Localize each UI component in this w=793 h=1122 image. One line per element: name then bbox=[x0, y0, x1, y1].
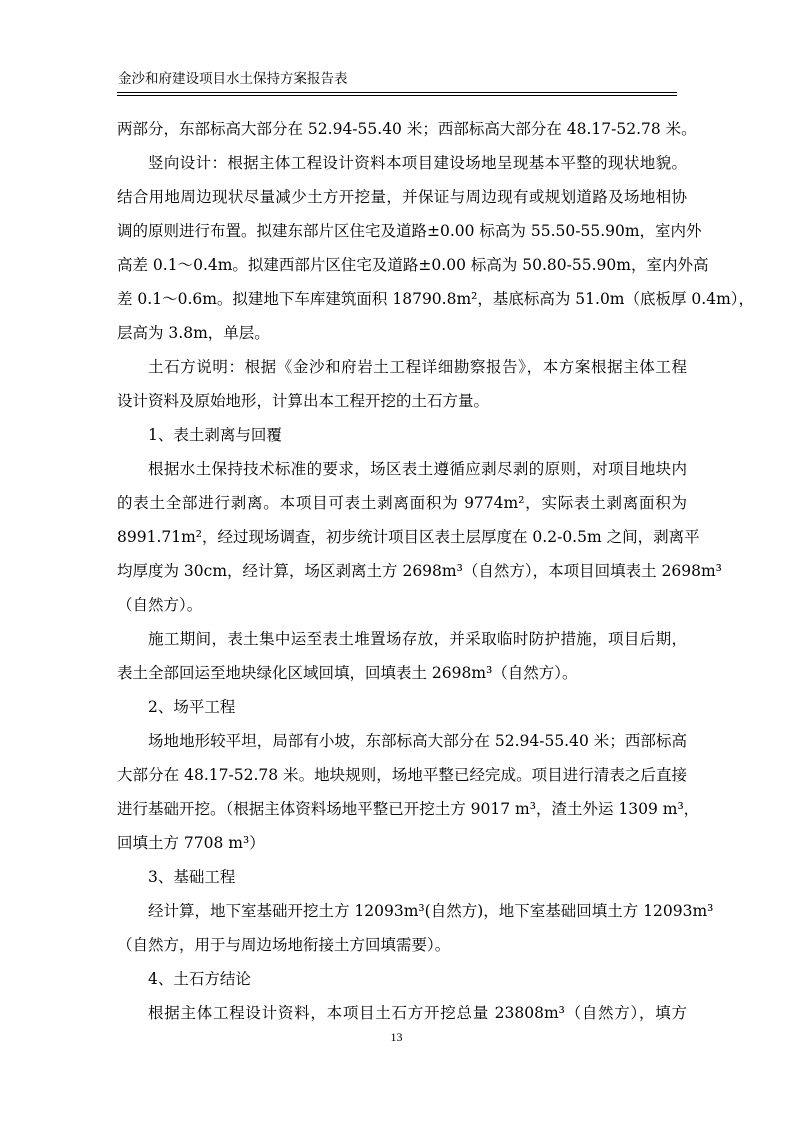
text-line: 进行基础开挖。（根据主体资料场地平整已开挖土方 9017 m³，渣土外运 1309 m³， bbox=[117, 800, 700, 818]
text-line: 设计资料及原始地形，计算出本工程开挖的土石方量。 bbox=[117, 392, 490, 410]
text-line: 均厚度为 30cm，经计算，场区剥离土方 2698m³（自然方），本项目回填表土 2698m³ bbox=[117, 562, 722, 580]
text-line: 结合用地周边现状尽量减少土方开挖量，并保证与周边现有或规划道路及场地相协 bbox=[117, 188, 687, 206]
text-line: 调的原则进行布置。拟建东部片区住宅及道路±0.00 标高为 55.50-55.90m，室内外 bbox=[117, 222, 702, 240]
paragraph-conclusion: 根据主体工程设计资料，本项目土石方开挖总量 23808m³（自然方），填方 bbox=[148, 1004, 687, 1022]
page-number: 13 bbox=[390, 1030, 403, 1044]
header-rule-thick bbox=[117, 92, 677, 93]
text-line: 回填土方 7708 m³） bbox=[117, 834, 265, 852]
section-heading-topsoil: 1、表土剥离与回覆 bbox=[148, 426, 282, 444]
header-rule-thin bbox=[117, 95, 677, 96]
text-line: 8991.71m²，经过现场调查，初步统计项目区表土层厚度在 0.2-0.5m 之间，剥离平 bbox=[117, 528, 700, 546]
text-line: 两部分，东部标高大部分在 52.94-55.40 米；西部标高大部分在 48.17-52.78 米。 bbox=[117, 120, 697, 138]
text-line: 层高为 3.8m，单层。 bbox=[117, 324, 270, 342]
text-line: 表土全部回运至地块绿化区域回填，回填表土 2698m³（自然方）。 bbox=[117, 664, 578, 682]
text-line: 差 0.1～0.6m。拟建地下车库建筑面积 18790.8m²，基底标高为 51.0m（底板厚 0.4m）， bbox=[117, 290, 755, 308]
paragraph-vertical-design: 竖向设计：根据主体工程设计资料本项目建设场地呈现基本平整的现状地貌。 bbox=[148, 154, 687, 172]
section-heading-foundation: 3、基础工程 bbox=[148, 868, 236, 886]
paragraph-site-leveling: 场地地形较平坦，局部有小坡，东部标高大部分在 52.94-55.40 米；西部标高 bbox=[148, 732, 687, 750]
body-text bbox=[117, 112, 755, 1030]
section-heading-conclusion: 4、土石方结论 bbox=[148, 970, 251, 988]
text-line: 的表土全部进行剥离。本项目可表土剥离面积为 9774m²，实际表土剥离面积为 bbox=[117, 494, 687, 512]
paragraph-topsoil: 根据水土保持技术标准的要求，场区表土遵循应剥尽剥的原则，对项目地块内 bbox=[148, 460, 687, 478]
text-line: 高差 0.1～0.4m。拟建西部片区住宅及道路±0.00 标高为 50.80-55.90m，室内外高 bbox=[117, 256, 709, 274]
text-line: （自然方，用于与周边场地衔接土方回填需要）。 bbox=[117, 936, 451, 954]
section-heading-site-leveling: 2、场平工程 bbox=[148, 698, 236, 716]
paragraph-construction: 施工期间，表土集中运至表土堆置场存放，并采取临时防护措施，项目后期， bbox=[148, 630, 687, 648]
paragraph-foundation: 经计算，地下室基础开挖土方 12093m³(自然方)，地下室基础回填土方 12093m³ bbox=[148, 902, 714, 920]
text-line: （自然方）。 bbox=[117, 596, 203, 614]
running-header: 金沙和府建设项目水土保持方案报告表 bbox=[118, 71, 348, 87]
paragraph-earthwork-note: 土石方说明：根据《金沙和府岩土工程详细勘察报告》，本方案根据主体工程 bbox=[148, 358, 687, 376]
text-line: 大部分在 48.17-52.78 米。地块规则，场地平整已经完成。项目进行清表之后直接 bbox=[117, 766, 687, 784]
